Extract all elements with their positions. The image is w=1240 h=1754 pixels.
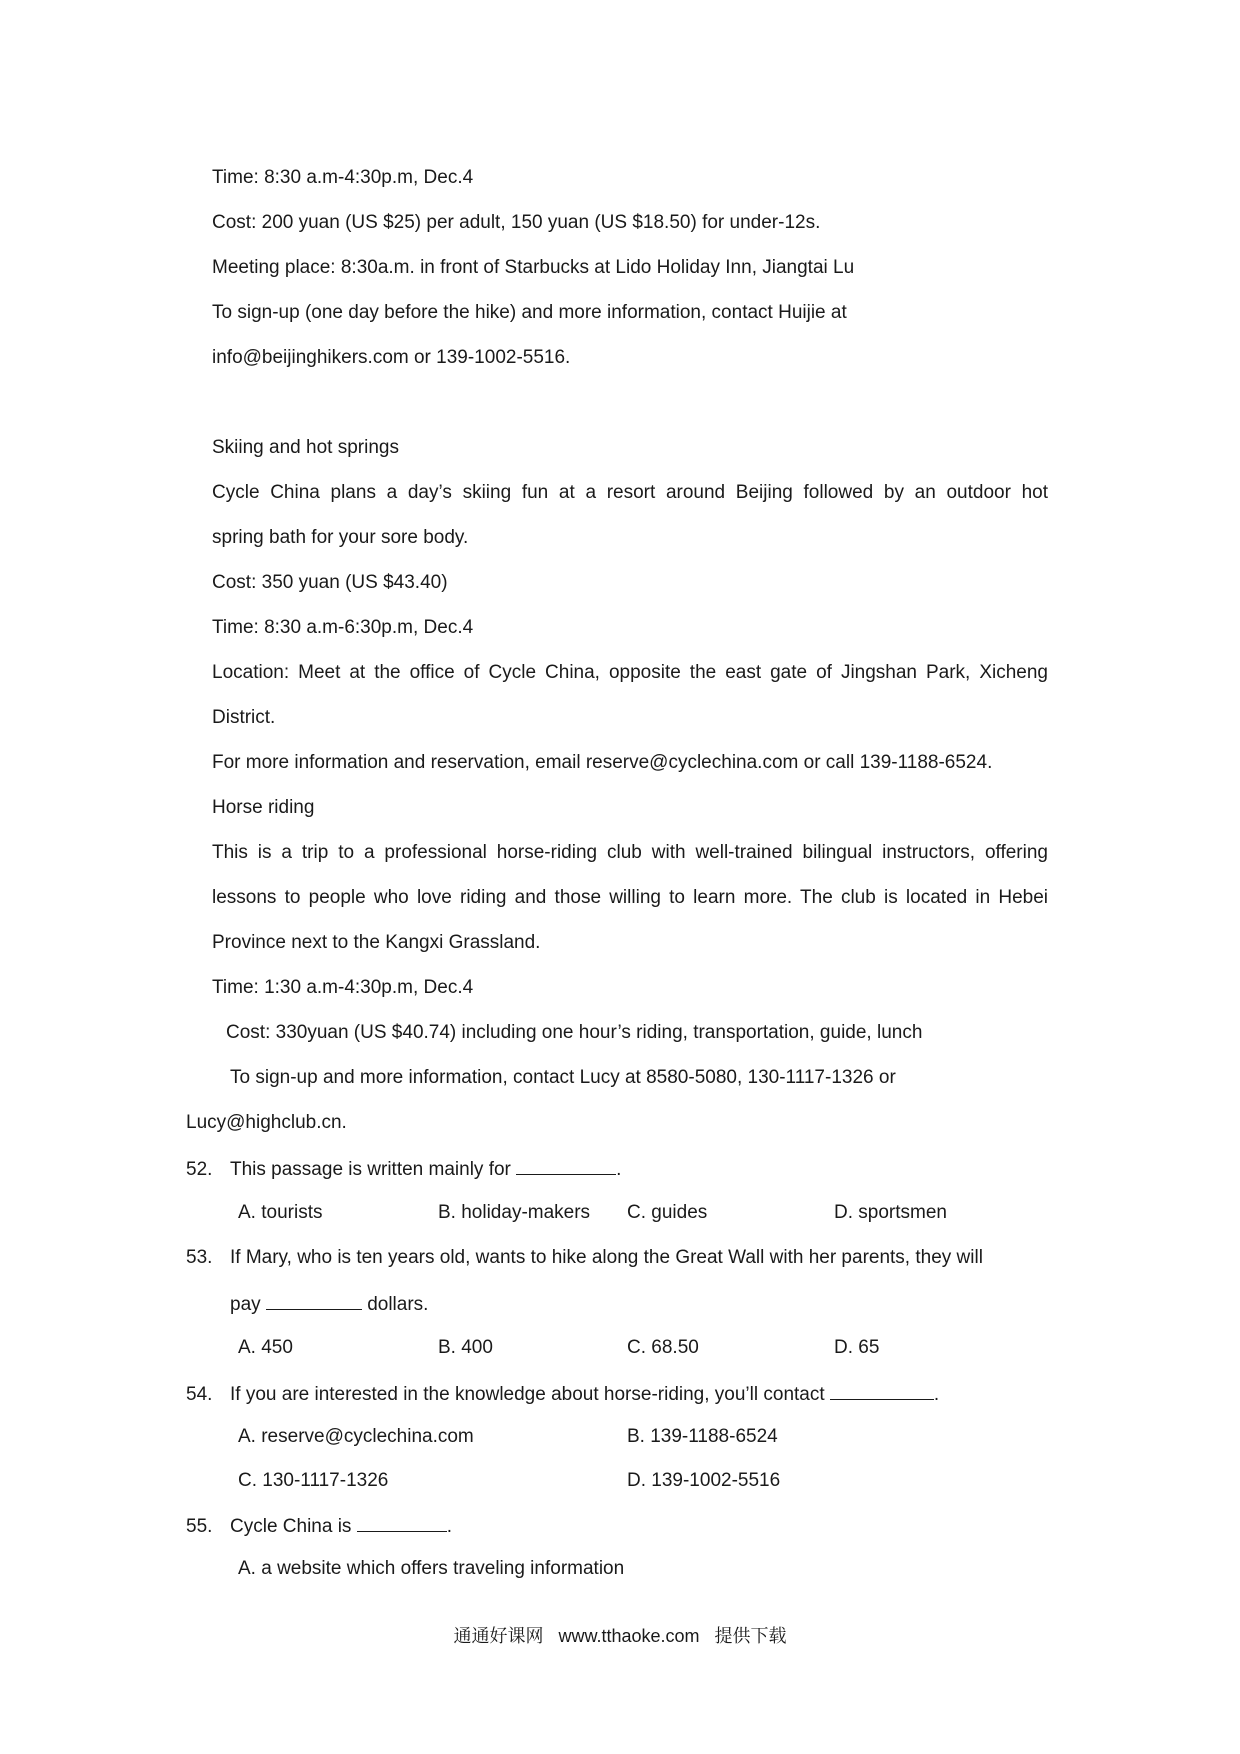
- skiing-cost: Cost: 350 yuan (US $43.40): [212, 572, 448, 593]
- question-55-option-a: A. a website which offers traveling information: [238, 1558, 625, 1579]
- footer-url[interactable]: www.tthaoke.com: [558, 1626, 700, 1646]
- skiing-location-line-2: District.: [212, 707, 276, 728]
- horse-desc-line-2: lessons to people who love riding and those willing to learn more. The club is located in Hebei: [212, 887, 1048, 908]
- question-55-stem: [186, 1513, 452, 1539]
- horse-time: Time: 1:30 a.m-4:30p.m, Dec.4: [212, 977, 474, 998]
- page-footer: [0, 1624, 1240, 1648]
- question-54-stem: [186, 1381, 939, 1407]
- hike-time: Time: 8:30 a.m-4:30p.m, Dec.4: [212, 167, 474, 188]
- horse-desc-line-1: This is a trip to a professional horse-riding club with well-trained bilingual instructors, offering: [212, 842, 1048, 863]
- skiing-desc-line-2: spring bath for your sore body.: [212, 527, 469, 548]
- question-53-option-b: B. 400: [438, 1337, 493, 1358]
- question-53-stem: [186, 1246, 983, 1270]
- answer-blank: [516, 1156, 616, 1175]
- question-52-option-a: A. tourists: [238, 1202, 323, 1223]
- horse-cost: Cost: 330yuan (US $40.74) including one hour’s riding, transportation, guide, lunch: [226, 1022, 923, 1043]
- answer-blank: [357, 1513, 447, 1532]
- footer-suffix: 提供下载: [714, 1626, 787, 1646]
- question-52-option-c: C. guides: [627, 1202, 708, 1223]
- hike-meeting-place: Meeting place: 8:30a.m. in front of Starbucks at Lido Holiday Inn, Jiangtai Lu: [212, 257, 855, 278]
- question-54-option-d: D. 139-1002-5516: [627, 1470, 781, 1491]
- skiing-title: Skiing and hot springs: [212, 437, 399, 458]
- question-text-end: .: [446, 1516, 452, 1537]
- question-52-stem: [186, 1156, 621, 1182]
- answer-blank: [266, 1291, 362, 1310]
- horse-signup-line-1: To sign-up and more information, contact Lucy at 8580-5080, 130-1117-1326 or: [230, 1067, 896, 1088]
- horse-title: Horse riding: [212, 797, 315, 818]
- question-52-option-d: D. sportsmen: [834, 1202, 947, 1223]
- question-text-end: .: [933, 1384, 940, 1405]
- question-53-option-a: A. 450: [238, 1337, 293, 1358]
- question-54-option-a: A. reserve@cyclechina.com: [238, 1426, 474, 1447]
- question-number: 55.: [186, 1516, 213, 1537]
- skiing-info: For more information and reservation, email reserve@cyclechina.com or call 139-1188-6524.: [212, 752, 993, 773]
- answer-blank: [830, 1381, 934, 1400]
- hike-cost: Cost: 200 yuan (US $25) per adult, 150 yuan (US $18.50) for under-12s.: [212, 212, 821, 233]
- question-54-option-c: C. 130-1117-1326: [238, 1470, 389, 1491]
- question-text: This passage is written mainly for: [230, 1159, 511, 1180]
- question-text: If Mary, who is ten years old, wants to hike along the Great Wall with her parents, they will: [230, 1247, 983, 1268]
- question-54-option-b: B. 139-1188-6524: [627, 1426, 778, 1447]
- question-number: 52.: [186, 1159, 213, 1180]
- question-text: pay: [230, 1294, 261, 1315]
- footer-site-name: 通通好课网: [453, 1626, 544, 1646]
- question-text-end: dollars.: [367, 1294, 429, 1315]
- question-53-stem-line-2: [230, 1291, 428, 1317]
- skiing-desc-line-1: Cycle China plans a day’s skiing fun at a resort around Beijing followed by an outdoor hot: [212, 482, 1048, 503]
- question-number: 53.: [186, 1247, 213, 1268]
- hike-signup-line-2: info@beijinghikers.com or 139-1002-5516.: [212, 347, 571, 368]
- question-number: 54.: [186, 1384, 213, 1405]
- skiing-location-line-1: Location: Meet at the office of Cycle China, opposite the east gate of Jingshan Park, Xicheng: [212, 662, 1048, 683]
- question-53-option-d: D. 65: [834, 1337, 880, 1358]
- question-53-option-c: C. 68.50: [627, 1337, 699, 1358]
- horse-desc-line-3: Province next to the Kangxi Grassland.: [212, 932, 541, 953]
- question-52-option-b: B. holiday-makers: [438, 1202, 591, 1223]
- question-text: If you are interested in the knowledge about horse-riding, you’ll contact: [230, 1384, 825, 1405]
- question-text-end: .: [616, 1159, 622, 1180]
- question-text: Cycle China is: [230, 1516, 352, 1537]
- horse-signup-line-2: Lucy@highclub.cn.: [186, 1112, 347, 1133]
- hike-signup-line-1: To sign-up (one day before the hike) and more information, contact Huijie at: [212, 302, 847, 323]
- skiing-time: Time: 8:30 a.m-6:30p.m, Dec.4: [212, 617, 474, 638]
